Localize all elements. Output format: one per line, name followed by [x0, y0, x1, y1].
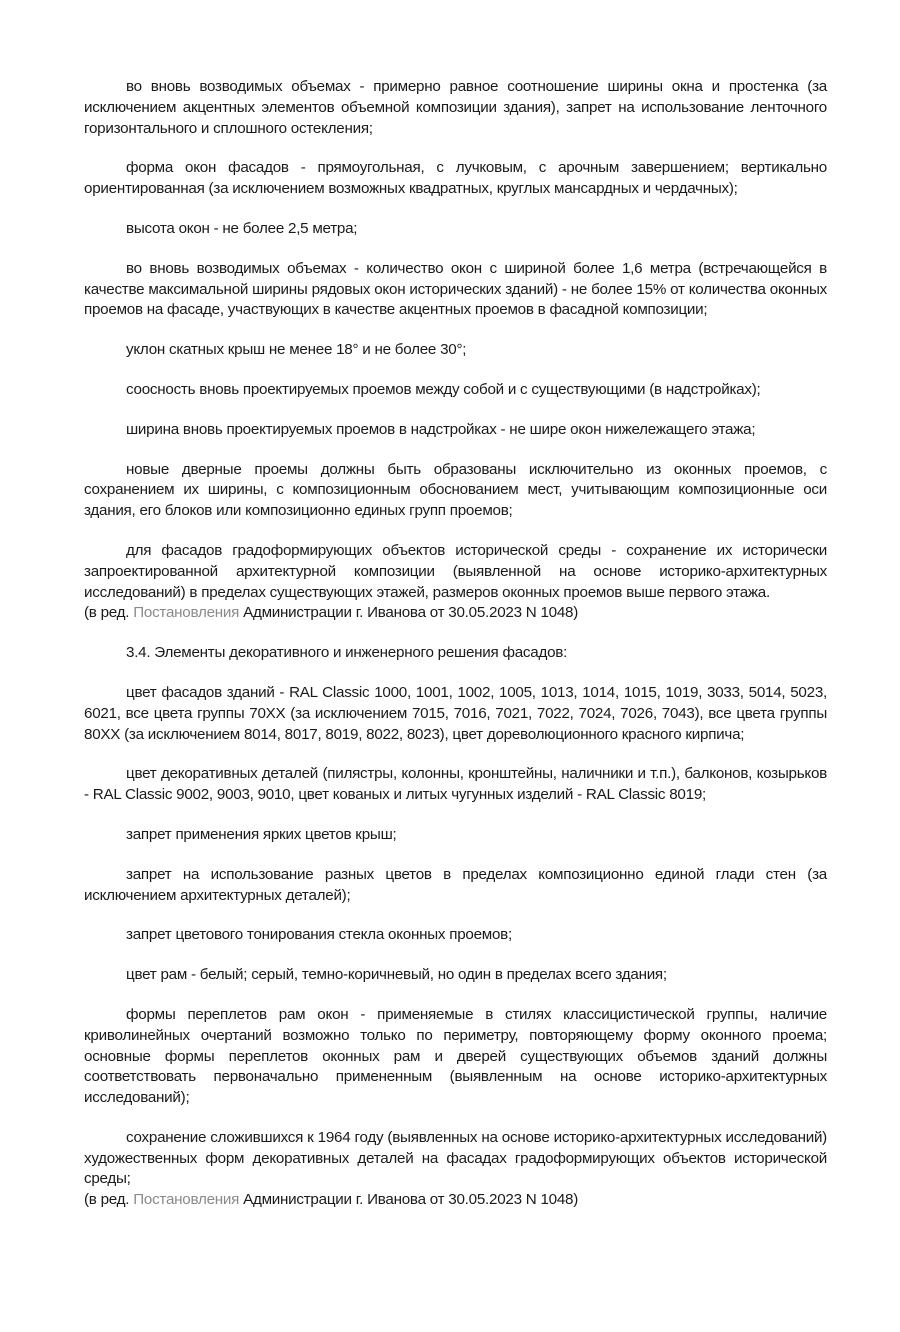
paragraph-historic-facades	[84, 541, 827, 624]
section-heading-3-4: 3.4. Элементы декоративного и инженерного решения фасадов:	[126, 644, 568, 662]
paragraph-window-width: во вновь возводимых объемах - количество окон с шириной более 1,6 метра (встречающейся в качестве максимальной ширины рядовых окон исторических зданий) - не более 15% от количества оконных проемов на фасаде, участвующих в качестве акцентных проемов в фасадной композиции;	[84, 259, 827, 319]
paragraph-frame-color: цвет рам - белый; серый, темно-коричневый, но один в пределах всего здания;	[126, 966, 667, 984]
resolution-link[interactable]: Постановления	[133, 1191, 240, 1209]
paragraph-roof-slope: уклон скатных крыш не менее 18° и не более 30°;	[126, 341, 467, 359]
paragraph-window-shape: форма окон фасадов - прямоугольная, с лучковым, с арочным завершением; вертикально ориентированная (за исключением возможных квадратных, круглых мансардных и чердачных);	[84, 159, 827, 198]
reference-prefix: (в ред.	[84, 604, 134, 622]
paragraph-decor-preservation	[84, 1128, 827, 1211]
amendment-reference	[84, 603, 827, 624]
paragraph-window-height: высота окон - не более 2,5 метра;	[126, 219, 358, 237]
amendment-reference	[84, 1190, 827, 1211]
paragraph-decor-colors: цвет декоративных деталей (пилястры, колонны, кронштейны, наличники и т.п.), балконов, козырьков - RAL Classic 9002, 9003, 9010, цвет кованых и литых чугунных изделий - RAL Classic 8019;	[84, 765, 827, 804]
paragraph-frame-forms: формы переплетов рам окон - применяемые в стилях классицистической группы, наличие криволинейных очертаний возможно только по периметру, повторяющему форму оконного проема; основные формы переплетов оконных рам и дверей существующих объемов зданий должны соответствовать первоначально примененным (выявленным на основе историко-архитектурных исследований);	[84, 1005, 827, 1107]
paragraph-door-openings: новые дверные проемы должны быть образованы исключительно из оконных проемов, с сохранением их ширины, с композиционным обоснованием мест, учитывающим композиционные оси здания, его блоков или композиционно единых групп проемов;	[84, 460, 827, 520]
paragraph-facade-colors: цвет фасадов зданий - RAL Classic 1000, 1001, 1002, 1005, 1013, 1014, 1015, 1019, 3033, 5014, 5023, 6021, все цвета группы 70XX (за исключением 7015, 7016, 7021, 7022, 7024, 7026, 7043), все цвета группы 80XX (за исключением 8014, 8017, 8019, 8022, 8023), цвет дореволюционного красного кирпича;	[84, 683, 827, 743]
reference-suffix: Администрации г. Иванова от 30.05.2023 N 1048)	[239, 1191, 579, 1209]
reference-prefix: (в ред.	[84, 1191, 134, 1209]
paragraph-wall-colors: запрет на использование разных цветов в пределах композиционно единой глади стен (за исключением архитектурных деталей);	[84, 865, 827, 904]
reference-suffix: Администрации г. Иванова от 30.05.2023 N 1048)	[239, 604, 579, 622]
paragraph-window-ratio: во вновь возводимых объемах - примерно равное соотношение ширины окна и простенка (за исключением акцентных элементов объемной композиции здания), запрет на использование ленточного горизонтального и сплошного остекления;	[84, 78, 827, 137]
paragraph-roof-colors: запрет применения ярких цветов крыш;	[126, 825, 397, 843]
paragraph-opening-width: ширина вновь проектируемых проемов в надстройках - не шире окон нижележащего этажа;	[126, 420, 756, 438]
paragraph-text: для фасадов градоформирующих объектов исторической среды - сохранение их исторически запроектированной архитектурной композиции (выявленной на основе историко-архитектурных исследований) в пределах существующих этажей, размеров оконных проемов выше первого этажа.	[84, 541, 827, 601]
paragraph-glass-tint: запрет цветового тонирования стекла оконных проемов;	[126, 926, 512, 944]
paragraph-text: сохранение сложившихся к 1964 году (выявленных на основе историко-архитектурных исследований) художественных форм декоративных деталей на фасадах градоформирующих объектов исторической среды;	[84, 1128, 827, 1188]
paragraph-opening-alignment: соосность вновь проектируемых проемов между собой и с существующими (в надстройках);	[126, 380, 761, 398]
resolution-link[interactable]: Постановления	[133, 604, 240, 622]
